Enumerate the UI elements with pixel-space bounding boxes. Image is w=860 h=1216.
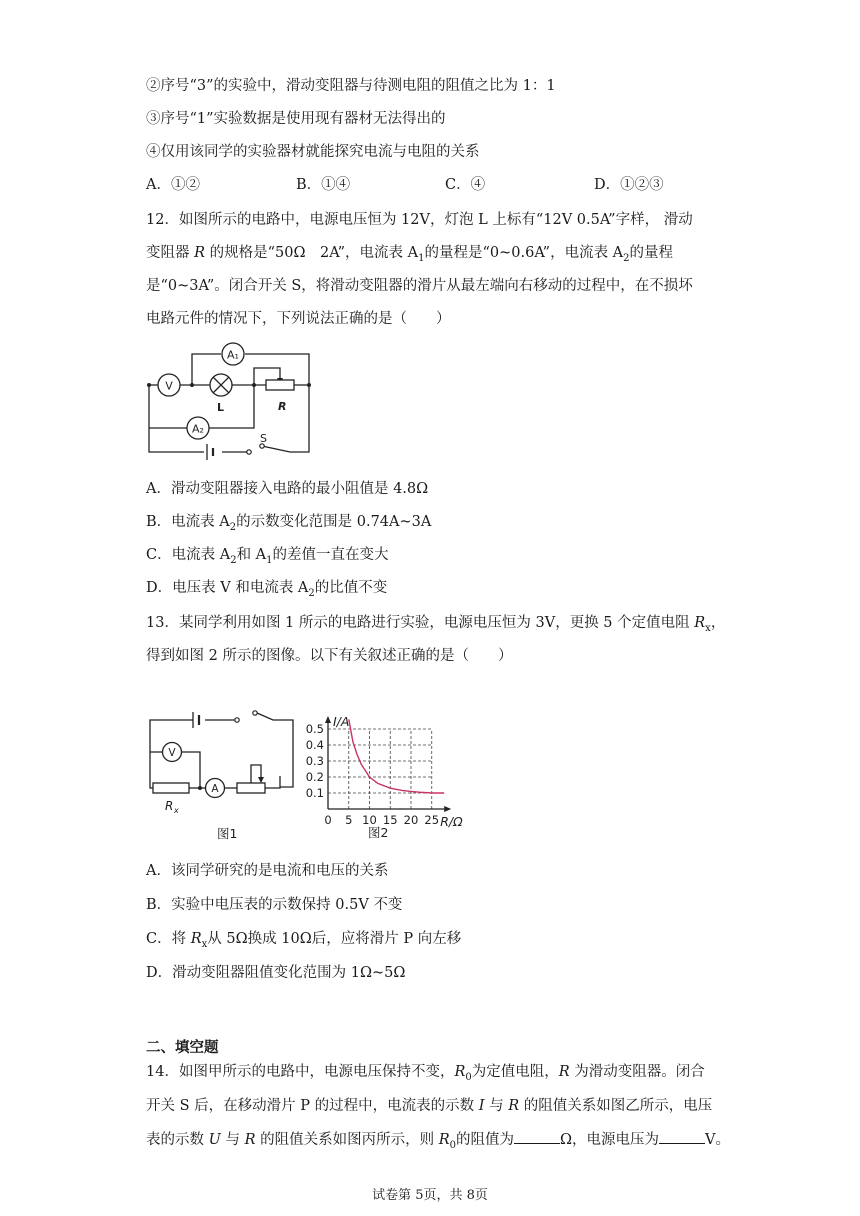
- x-tick-label: 25: [424, 813, 440, 827]
- q12-option-c: C．电流表 $A_2$和 $A_1$的差值一直在变大: [146, 547, 389, 566]
- svg-text:R: R: [278, 400, 287, 413]
- q13-stem-line-2: 得到如图 2 所示的图像。以下有关叙述正确的是（ ）: [146, 648, 513, 664]
- q13-option-c: C．将 $R_x$从 5Ω换成 10Ω后，应将滑片 P 向左移: [146, 931, 462, 950]
- svg-text:S: S: [260, 432, 267, 445]
- answer-blank-r0[interactable]: [514, 1130, 560, 1144]
- answer-blank-voltage[interactable]: [659, 1130, 705, 1144]
- x-tick-label: 15: [382, 813, 398, 827]
- q12-option-a: A．滑动变阻器接入电路的最小阻值是 4.8Ω: [146, 481, 429, 497]
- q14-stem-line-1: 14．如图甲所示的电路中，电源电压保持不变，$R_0$为定值电阻，R 为滑动变阻器。闭合: [146, 1064, 705, 1083]
- y-tick-label: 0.2: [305, 770, 324, 784]
- svg-text:x: x: [174, 806, 179, 815]
- q14-stem-line-3: 表的示数 U 与 R 的阻值关系如图丙所示，则 $R_0$的阻值为 Ω，电源电压为 V。: [146, 1132, 731, 1151]
- svg-text:图1: 图1: [217, 826, 238, 841]
- q12-circuit-diagram: [144, 340, 329, 470]
- svg-text:V: V: [165, 379, 173, 393]
- q12-option-b: B．电流表 $A_2$的示数变化范围是 0.74A~3A: [146, 514, 432, 533]
- resistor-rx-icon: [153, 783, 189, 793]
- q12-option-d: D．电压表 V 和电流表 $A_2$的比值不变: [146, 580, 388, 599]
- x-tick-label: 10: [362, 813, 377, 827]
- x-axis-arrow: [444, 806, 451, 812]
- q14-stem-line-2: 开关 S 后，在移动滑片 P 的过程中，电流表的示数 I 与 R 的阻值关系如图乙所示，电压: [146, 1098, 713, 1114]
- y-axis-label: I/A: [333, 714, 350, 729]
- q13-stem-line-1: 13．某同学利用如图 1 所示的电路进行实验，电源电压恒为 3V，更换 5 个定值电阻 $R_x$，: [146, 615, 726, 634]
- y-axis-arrow: [325, 716, 331, 723]
- y-tick-label: 0.4: [305, 738, 324, 752]
- x-axis-label: R/Ω: [440, 814, 463, 829]
- q11-option-a: A．①②: [146, 177, 200, 193]
- q11-statement-3: ③序号“1”实验数据是使用现有器材无法得出的: [146, 111, 446, 127]
- q11-option-d: D．①②③: [594, 177, 664, 193]
- x-tick-label: 0: [324, 813, 332, 827]
- q11-statement-4: ④仅用该同学的实验器材就能探究电流与电阻的关系: [146, 144, 480, 160]
- q11-statement-2: ②序号“3”的实验中，滑动变阻器与待测电阻的阻值之比为 1：1: [146, 78, 556, 94]
- q13-option-b: B．实验中电压表的示数保持 0.5V 不变: [146, 897, 403, 913]
- q12-stem-line-4: 电路元件的情况下，下列说法正确的是（ ）: [146, 311, 451, 327]
- section-title: 二、填空题: [146, 1040, 219, 1056]
- svg-text:L: L: [217, 401, 225, 414]
- svg-text:V: V: [168, 747, 176, 759]
- x-tick-label: 20: [403, 813, 419, 827]
- svg-text:A₁: A₁: [227, 348, 239, 362]
- q12-stem-line-2: 变阻器 R 的规格是“50Ω 2A”，电流表 $A_1$的量程是“0~0.6A”，电流表 $A_2$的量程: [146, 245, 674, 264]
- chart-caption: 图2: [368, 825, 389, 840]
- y-tick-label: 0.3: [305, 754, 324, 768]
- q12-stem-line-3: 是“0~3A”。闭合开关 S，将滑动变阻器的滑片从最左端向右移动的过程中，在不损坏: [146, 278, 693, 294]
- rheostat-icon: [237, 783, 265, 793]
- svg-text:A: A: [211, 783, 219, 795]
- svg-text:R: R: [165, 799, 174, 813]
- x-tick-label: 5: [345, 813, 353, 827]
- series-line: [349, 719, 444, 793]
- rheostat-icon: [266, 380, 294, 390]
- y-tick-label: 0.5: [305, 722, 324, 736]
- q11-option-b: B．①④: [296, 177, 351, 193]
- q13-figure-2-chart: [300, 680, 475, 845]
- page-footer: 试卷第 5页，共 8页: [372, 1188, 488, 1203]
- q11-option-c: C．④: [445, 177, 486, 193]
- y-tick-label: 0.1: [305, 786, 324, 800]
- q12-stem-line-1: 12．如图所示的电路中，电源电压恒为 12V，灯泡 L 上标有“12V 0.5A”字样， 滑动: [146, 212, 693, 228]
- q13-option-a: A．该同学研究的是电流和电压的关系: [146, 863, 389, 879]
- q13-option-d: D．滑动变阻器阻值变化范围为 1Ω~5Ω: [146, 965, 406, 981]
- svg-text:A₂: A₂: [192, 422, 204, 436]
- q13-figure-1-circuit: [145, 704, 300, 844]
